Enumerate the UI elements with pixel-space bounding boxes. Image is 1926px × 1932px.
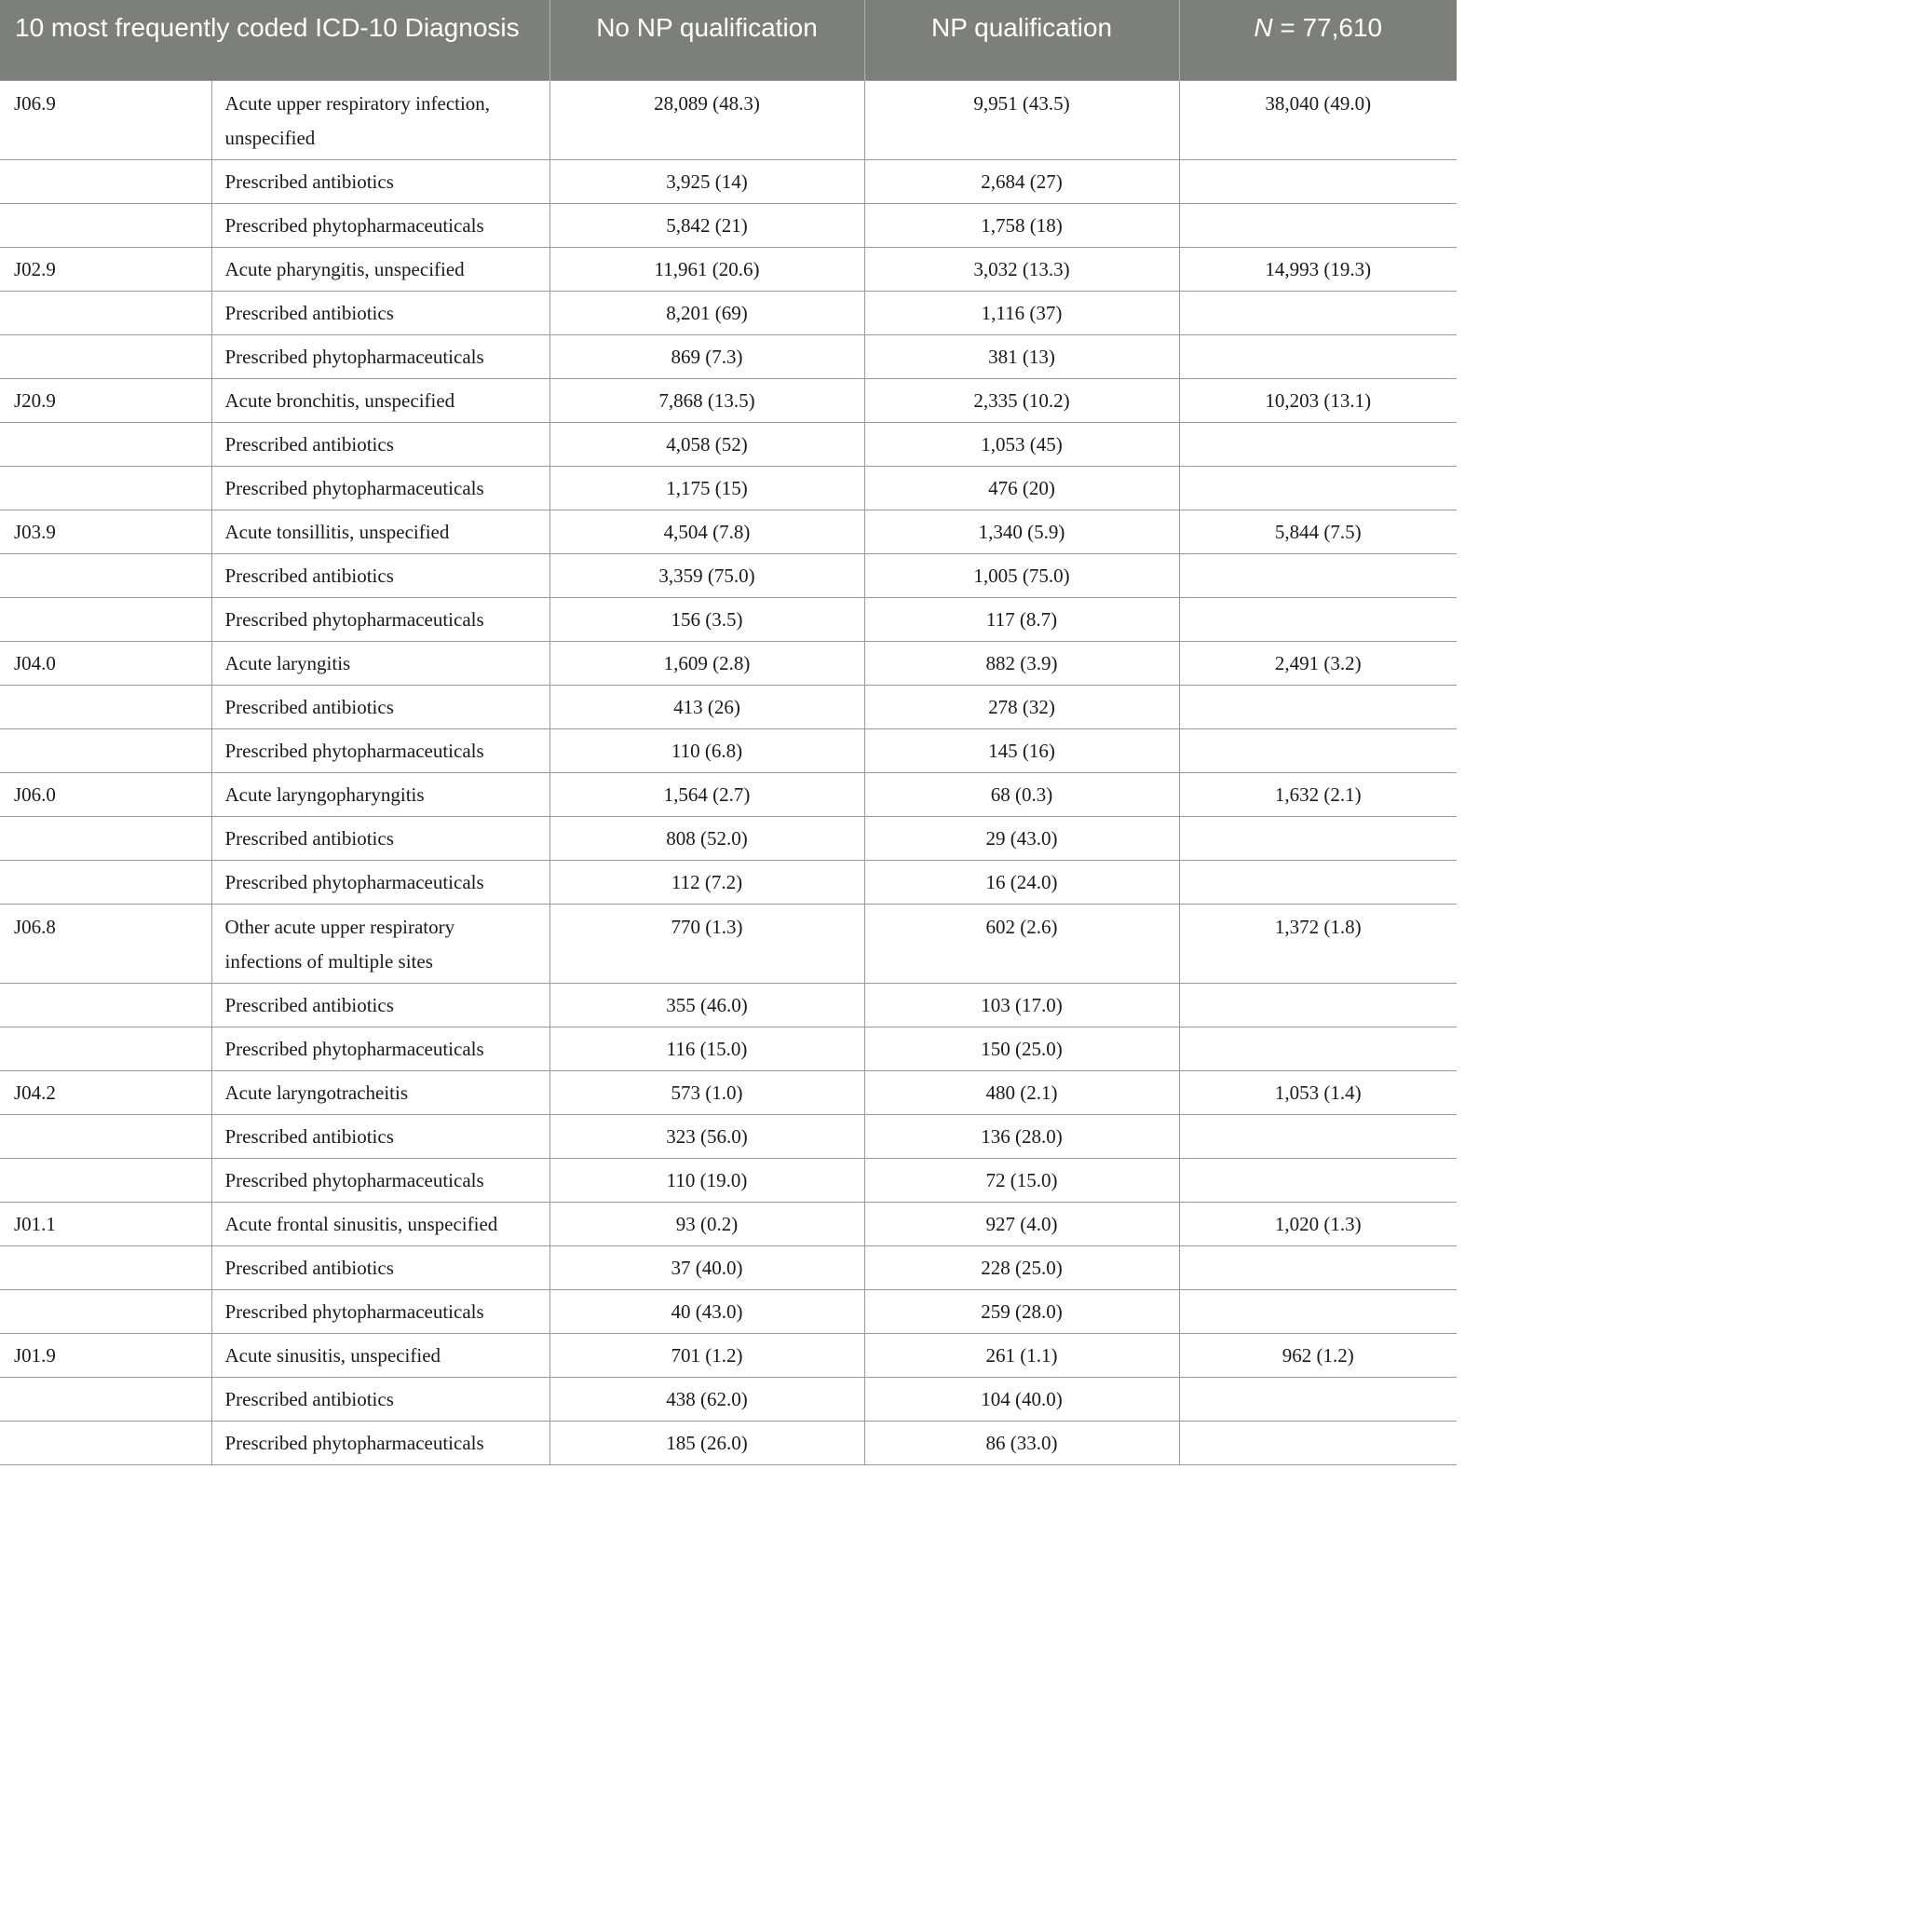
table-body (0, 80, 1457, 1464)
cell-diagnosis-label: Acute laryngopharyngitis (211, 772, 549, 816)
cell-no-np-value: 770 (1.3) (549, 904, 864, 983)
cell-np-value: 104 (40.0) (864, 1377, 1179, 1421)
cell-np-value: 150 (25.0) (864, 1027, 1179, 1070)
cell-no-np-value: 40 (43.0) (549, 1289, 864, 1333)
cell-total-value (1179, 291, 1457, 334)
table-row (0, 1377, 1457, 1421)
cell-no-np-value: 1,609 (2.8) (549, 641, 864, 685)
cell-np-value: 381 (13) (864, 334, 1179, 378)
cell-np-value: 882 (3.9) (864, 641, 1179, 685)
cell-icd-code (0, 1289, 211, 1333)
cell-np-value: 3,032 (13.3) (864, 247, 1179, 291)
cell-icd-code (0, 203, 211, 247)
cell-no-np-value: 156 (3.5) (549, 597, 864, 641)
cell-diagnosis-label: Prescribed antibiotics (211, 291, 549, 334)
table-row (0, 247, 1457, 291)
cell-no-np-value: 808 (52.0) (549, 816, 864, 860)
header-np-qualification: NP qualification (864, 0, 1179, 80)
cell-total-value: 14,993 (19.3) (1179, 247, 1457, 291)
cell-diagnosis-label: Prescribed antibiotics (211, 1377, 549, 1421)
cell-diagnosis-label: Prescribed antibiotics (211, 685, 549, 728)
table-row (0, 1070, 1457, 1114)
cell-no-np-value: 5,842 (21) (549, 203, 864, 247)
cell-total-value (1179, 1377, 1457, 1421)
cell-icd-code (0, 728, 211, 772)
cell-total-value: 1,020 (1.3) (1179, 1202, 1457, 1245)
cell-total-value (1179, 1245, 1457, 1289)
cell-no-np-value: 28,089 (48.3) (549, 80, 864, 159)
cell-no-np-value: 7,868 (13.5) (549, 378, 864, 422)
table-row (0, 203, 1457, 247)
table-row (0, 1027, 1457, 1070)
cell-np-value: 228 (25.0) (864, 1245, 1179, 1289)
cell-np-value: 480 (2.1) (864, 1070, 1179, 1114)
cell-no-np-value: 37 (40.0) (549, 1245, 864, 1289)
cell-np-value: 117 (8.7) (864, 597, 1179, 641)
cell-no-np-value: 11,961 (20.6) (549, 247, 864, 291)
cell-np-value: 72 (15.0) (864, 1158, 1179, 1202)
cell-total-value (1179, 597, 1457, 641)
cell-icd-code (0, 1421, 211, 1464)
cell-total-value (1179, 422, 1457, 466)
cell-no-np-value: 3,359 (75.0) (549, 553, 864, 597)
cell-total-value (1179, 1289, 1457, 1333)
cell-total-value (1179, 728, 1457, 772)
cell-diagnosis-label: Prescribed antibiotics (211, 553, 549, 597)
cell-diagnosis-label: Prescribed antibiotics (211, 816, 549, 860)
cell-total-value: 962 (1.2) (1179, 1333, 1457, 1377)
cell-diagnosis-label: Acute bronchitis, unspecified (211, 378, 549, 422)
cell-icd-code (0, 597, 211, 641)
table-row (0, 1333, 1457, 1377)
table-row (0, 597, 1457, 641)
cell-np-value: 68 (0.3) (864, 772, 1179, 816)
table-row (0, 553, 1457, 597)
table-row (0, 378, 1457, 422)
cell-np-value: 16 (24.0) (864, 860, 1179, 904)
cell-icd-code: J20.9 (0, 378, 211, 422)
cell-no-np-value: 93 (0.2) (549, 1202, 864, 1245)
cell-diagnosis-label: Prescribed phytopharmaceuticals (211, 1158, 549, 1202)
cell-icd-code (0, 334, 211, 378)
cell-np-value: 2,684 (27) (864, 159, 1179, 203)
cell-total-value: 10,203 (13.1) (1179, 378, 1457, 422)
cell-np-value: 145 (16) (864, 728, 1179, 772)
cell-np-value: 1,053 (45) (864, 422, 1179, 466)
cell-icd-code (0, 1114, 211, 1158)
cell-icd-code (0, 291, 211, 334)
table-row (0, 159, 1457, 203)
cell-no-np-value: 701 (1.2) (549, 1333, 864, 1377)
cell-icd-code: J06.0 (0, 772, 211, 816)
cell-np-value: 476 (20) (864, 466, 1179, 510)
table-row (0, 641, 1457, 685)
cell-total-value: 5,844 (7.5) (1179, 510, 1457, 553)
cell-np-value: 927 (4.0) (864, 1202, 1179, 1245)
cell-no-np-value: 323 (56.0) (549, 1114, 864, 1158)
cell-diagnosis-label: Acute sinusitis, unspecified (211, 1333, 549, 1377)
header-row (0, 0, 1457, 80)
cell-np-value: 29 (43.0) (864, 816, 1179, 860)
table-row (0, 983, 1457, 1027)
cell-icd-code (0, 983, 211, 1027)
cell-np-value: 86 (33.0) (864, 1421, 1179, 1464)
cell-total-value (1179, 203, 1457, 247)
table-row (0, 510, 1457, 553)
cell-diagnosis-label: Prescribed antibiotics (211, 983, 549, 1027)
table-header (0, 0, 1457, 80)
table-row (0, 1289, 1457, 1333)
cell-icd-code: J04.0 (0, 641, 211, 685)
cell-total-value (1179, 1114, 1457, 1158)
cell-total-value: 1,053 (1.4) (1179, 1070, 1457, 1114)
cell-total-value (1179, 466, 1457, 510)
cell-icd-code (0, 816, 211, 860)
table-row (0, 1114, 1457, 1158)
cell-np-value: 259 (28.0) (864, 1289, 1179, 1333)
cell-icd-code (0, 1027, 211, 1070)
cell-total-value (1179, 334, 1457, 378)
cell-icd-code: J04.2 (0, 1070, 211, 1114)
cell-np-value: 602 (2.6) (864, 904, 1179, 983)
cell-icd-code (0, 1245, 211, 1289)
table-row (0, 904, 1457, 983)
cell-diagnosis-label: Prescribed phytopharmaceuticals (211, 597, 549, 641)
cell-diagnosis-label: Other acute upper respiratory infections of multiple sites (211, 904, 549, 983)
cell-no-np-value: 413 (26) (549, 685, 864, 728)
cell-icd-code: J06.9 (0, 80, 211, 159)
cell-no-np-value: 110 (6.8) (549, 728, 864, 772)
cell-no-np-value: 110 (19.0) (549, 1158, 864, 1202)
table-row (0, 422, 1457, 466)
cell-diagnosis-label: Prescribed antibiotics (211, 159, 549, 203)
cell-icd-code: J01.1 (0, 1202, 211, 1245)
cell-no-np-value: 112 (7.2) (549, 860, 864, 904)
cell-no-np-value: 185 (26.0) (549, 1421, 864, 1464)
table-row (0, 1245, 1457, 1289)
cell-no-np-value: 355 (46.0) (549, 983, 864, 1027)
cell-icd-code (0, 553, 211, 597)
cell-diagnosis-label: Acute frontal sinusitis, unspecified (211, 1202, 549, 1245)
cell-np-value: 1,340 (5.9) (864, 510, 1179, 553)
table-row (0, 728, 1457, 772)
table-row (0, 466, 1457, 510)
cell-np-value: 278 (32) (864, 685, 1179, 728)
cell-total-value (1179, 1158, 1457, 1202)
cell-icd-code (0, 466, 211, 510)
cell-diagnosis-label: Prescribed phytopharmaceuticals (211, 728, 549, 772)
table-row (0, 1202, 1457, 1245)
cell-total-value: 2,491 (3.2) (1179, 641, 1457, 685)
cell-diagnosis-label: Prescribed antibiotics (211, 1245, 549, 1289)
cell-diagnosis-label: Prescribed phytopharmaceuticals (211, 1289, 549, 1333)
cell-no-np-value: 116 (15.0) (549, 1027, 864, 1070)
cell-total-value (1179, 1027, 1457, 1070)
header-total-n-value: = 77,610 (1272, 13, 1383, 42)
header-diagnosis: 10 most frequently coded ICD-10 Diagnosis (0, 0, 549, 80)
cell-no-np-value: 869 (7.3) (549, 334, 864, 378)
cell-total-value: 1,632 (2.1) (1179, 772, 1457, 816)
cell-icd-code: J06.8 (0, 904, 211, 983)
cell-np-value: 1,005 (75.0) (864, 553, 1179, 597)
cell-total-value (1179, 685, 1457, 728)
table-row (0, 860, 1457, 904)
cell-total-value (1179, 983, 1457, 1027)
cell-no-np-value: 3,925 (14) (549, 159, 864, 203)
cell-np-value: 136 (28.0) (864, 1114, 1179, 1158)
cell-no-np-value: 4,058 (52) (549, 422, 864, 466)
table-row (0, 685, 1457, 728)
cell-icd-code (0, 860, 211, 904)
table-row (0, 772, 1457, 816)
header-no-np-qualification: No NP qualification (549, 0, 864, 80)
cell-np-value: 261 (1.1) (864, 1333, 1179, 1377)
cell-icd-code (0, 422, 211, 466)
cell-icd-code (0, 159, 211, 203)
cell-no-np-value: 438 (62.0) (549, 1377, 864, 1421)
table-row (0, 816, 1457, 860)
cell-no-np-value: 4,504 (7.8) (549, 510, 864, 553)
cell-np-value: 1,116 (37) (864, 291, 1179, 334)
cell-diagnosis-label: Prescribed antibiotics (211, 422, 549, 466)
table-row (0, 334, 1457, 378)
table-row (0, 80, 1457, 159)
cell-total-value: 38,040 (49.0) (1179, 80, 1457, 159)
cell-no-np-value: 1,564 (2.7) (549, 772, 864, 816)
cell-np-value: 9,951 (43.5) (864, 80, 1179, 159)
cell-no-np-value: 8,201 (69) (549, 291, 864, 334)
header-total-n-symbol: N (1254, 13, 1273, 42)
cell-total-value (1179, 553, 1457, 597)
cell-np-value: 1,758 (18) (864, 203, 1179, 247)
cell-icd-code: J01.9 (0, 1333, 211, 1377)
cell-diagnosis-label: Prescribed phytopharmaceuticals (211, 466, 549, 510)
cell-diagnosis-label: Prescribed phytopharmaceuticals (211, 1027, 549, 1070)
header-total-n (1179, 0, 1457, 80)
cell-diagnosis-label: Acute pharyngitis, unspecified (211, 247, 549, 291)
cell-total-value (1179, 860, 1457, 904)
table-row (0, 291, 1457, 334)
cell-icd-code: J03.9 (0, 510, 211, 553)
cell-diagnosis-label: Prescribed antibiotics (211, 1114, 549, 1158)
cell-diagnosis-label: Prescribed phytopharmaceuticals (211, 860, 549, 904)
cell-diagnosis-label: Prescribed phytopharmaceuticals (211, 1421, 549, 1464)
cell-diagnosis-label: Acute tonsillitis, unspecified (211, 510, 549, 553)
table-row (0, 1158, 1457, 1202)
cell-diagnosis-label: Prescribed phytopharmaceuticals (211, 203, 549, 247)
cell-total-value (1179, 1421, 1457, 1464)
cell-total-value: 1,372 (1.8) (1179, 904, 1457, 983)
cell-diagnosis-label: Acute upper respiratory infection, unspecified (211, 80, 549, 159)
cell-icd-code (0, 685, 211, 728)
cell-icd-code (0, 1158, 211, 1202)
table-row (0, 1421, 1457, 1464)
cell-diagnosis-label: Acute laryngitis (211, 641, 549, 685)
cell-diagnosis-label: Acute laryngotracheitis (211, 1070, 549, 1114)
cell-np-value: 103 (17.0) (864, 983, 1179, 1027)
cell-icd-code: J02.9 (0, 247, 211, 291)
cell-total-value (1179, 816, 1457, 860)
cell-icd-code (0, 1377, 211, 1421)
cell-diagnosis-label: Prescribed phytopharmaceuticals (211, 334, 549, 378)
cell-no-np-value: 1,175 (15) (549, 466, 864, 510)
cell-no-np-value: 573 (1.0) (549, 1070, 864, 1114)
cell-total-value (1179, 159, 1457, 203)
cell-np-value: 2,335 (10.2) (864, 378, 1179, 422)
